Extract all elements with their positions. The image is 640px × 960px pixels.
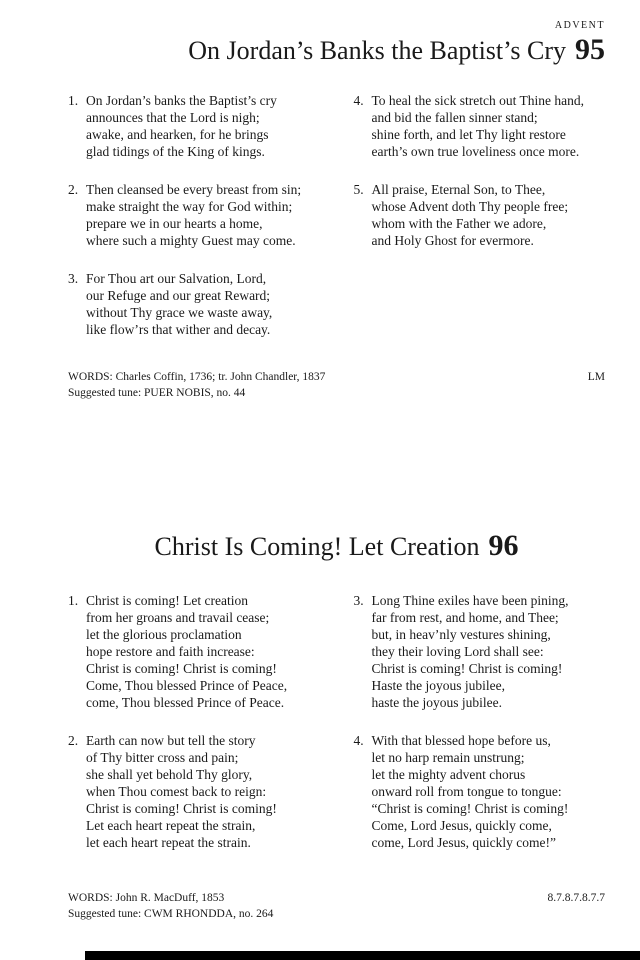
verse-line: let no harp remain unstrung; (371, 750, 525, 765)
verse (68, 270, 320, 338)
verse-line: let each heart repeat the strain. (86, 835, 251, 850)
verse-line: shine forth, and let Thy light restore (371, 127, 566, 142)
verse-number: 1. (68, 93, 79, 108)
verse-line: hope restore and faith increase: (86, 644, 255, 659)
hymn-96-credits (68, 890, 273, 922)
verse-line: let the glorious proclamation (86, 627, 242, 642)
verse-line: announces that the Lord is nigh; (86, 110, 260, 125)
verse-number: 3. (353, 593, 364, 608)
verse-line: let the mighty advent chorus (371, 767, 526, 782)
verse-lines (86, 592, 320, 711)
verse-number: 2. (68, 733, 79, 748)
meter-label: 8.7.8.7.8.7.7 (547, 892, 605, 904)
hymn-96-column-1 (68, 592, 320, 872)
hymn-95-title-line (68, 33, 605, 66)
verse (354, 732, 606, 851)
verse-line: whom with the Father we adore, (371, 216, 547, 231)
hymn-96-title-line (68, 529, 605, 562)
verse (68, 592, 320, 711)
verse-line: without Thy grace we waste away, (86, 305, 273, 320)
verse (68, 92, 320, 160)
verse-line: earth’s own true loveliness once more. (371, 144, 580, 159)
hymn-96-header (68, 529, 605, 562)
verse-number: 4. (353, 93, 364, 108)
verse-line: like flow’rs that wither and decay. (86, 322, 271, 337)
hymn-title: On Jordan’s Banks the Baptist’s Cry (188, 36, 566, 65)
verse (68, 732, 320, 851)
hymn-number: 95 (575, 33, 605, 66)
verse-line: With that blessed hope before us, (371, 733, 551, 748)
hymn-95-credits (68, 369, 325, 401)
verse-line: Come, Lord Jesus, quickly come, (371, 818, 552, 833)
suggested-tune: Suggested tune: PUER NOBIS, no. 44 (68, 387, 246, 399)
words-credit: WORDS: John R. MacDuff, 1853 (68, 892, 225, 904)
verse-line: Christ is coming! Christ is coming! (86, 661, 277, 676)
suggested-tune: Suggested tune: CWM RHONDDA, no. 264 (68, 908, 274, 920)
hymn-96-column-2 (354, 592, 606, 872)
verse-line: Then cleansed be every breast from sin; (86, 182, 302, 197)
verse-number: 4. (353, 733, 364, 748)
verse-lines (372, 181, 606, 249)
hymn-96-verses (68, 592, 605, 872)
verse-line: awake, and hearken, for he brings (86, 127, 269, 142)
verse-line: come, Lord Jesus, quickly come!” (371, 835, 556, 850)
verse-line: Christ is coming! Christ is coming! (371, 661, 563, 676)
verse-line: onward roll from tongue to tongue: (371, 784, 562, 799)
verse-line: whose Advent doth Thy people free; (371, 199, 569, 214)
verse-line: Haste the joyous jubilee, (371, 678, 505, 693)
verse-line: prepare we in our hearts a home, (86, 216, 263, 231)
verse (68, 181, 320, 249)
verse-line: make straight the way for God within; (86, 199, 293, 214)
verse-line: Earth can now but tell the story (86, 733, 256, 748)
verse-line: our Refuge and our great Reward; (86, 288, 271, 303)
hymn-95-verses (68, 92, 605, 359)
verse-line: come, Thou blessed Prince of Peace. (86, 695, 285, 710)
hymn-95-footer (68, 369, 605, 401)
hymn-title: Christ Is Coming! Let Creation (154, 532, 480, 561)
verse-line: “Christ is coming! Christ is coming! (371, 801, 569, 816)
verse-line: Let each heart repeat the strain, (86, 818, 256, 833)
verse-line: Come, Thou blessed Prince of Peace, (86, 678, 288, 693)
verse-line: haste the joyous jubilee. (371, 695, 502, 710)
verse-line: and bid the fallen sinner stand; (371, 110, 538, 125)
verse (354, 181, 606, 249)
hymn-95 (68, 20, 605, 401)
hymn-95-column-2 (354, 92, 606, 359)
verse-line: where such a mighty Guest may come. (86, 233, 296, 248)
verse-lines (372, 732, 606, 851)
verse-lines (372, 592, 606, 711)
verse-line: but, in heav’nly vestures shining, (371, 627, 551, 642)
verse-line: glad tidings of the King of kings. (86, 144, 265, 159)
hymn-number: 96 (488, 529, 519, 562)
hymn-96-footer (68, 890, 605, 922)
verse-line: she shall yet behold Thy glory, (86, 767, 253, 782)
verse-line: and Holy Ghost for evermore. (371, 233, 534, 248)
verse-line: from her groans and travail cease; (86, 610, 270, 625)
verse-line: For Thou art our Salvation, Lord, (86, 271, 267, 286)
meter-label: LM (587, 371, 605, 383)
hymn-95-column-1 (68, 92, 320, 359)
hymn-95-header (68, 20, 605, 66)
verse-line: Long Thine exiles have been pining, (371, 593, 569, 608)
verse-line: when Thou comest back to reign: (86, 784, 267, 799)
verse-line: Christ is coming! Let creation (86, 593, 248, 608)
verse-number: 2. (68, 182, 79, 197)
verse-lines (86, 181, 320, 249)
verse-lines (86, 92, 320, 160)
verse-line: of Thy bitter cross and pain; (86, 750, 239, 765)
category-label: ADVENT (554, 20, 605, 31)
page-edge-bar (85, 951, 640, 960)
verse-line: To heal the sick stretch out Thine hand, (371, 93, 584, 108)
verse (354, 92, 606, 160)
verse-lines (86, 732, 320, 851)
verse-line: Christ is coming! Christ is coming! (86, 801, 277, 816)
verse-lines (86, 270, 320, 338)
verse-line: they their loving Lord shall see: (371, 644, 544, 659)
hymn-96 (68, 529, 605, 922)
verse-line: On Jordan’s banks the Baptist’s cry (86, 93, 277, 108)
verse-lines (372, 92, 606, 160)
verse-line: All praise, Eternal Son, to Thee, (371, 182, 546, 197)
verse-line: far from rest, and home, and Thee; (371, 610, 559, 625)
verse (354, 592, 606, 711)
verse-number: 1. (68, 593, 79, 608)
words-credit: WORDS: Charles Coffin, 1736; tr. John Chandler, 1837 (68, 371, 326, 383)
verse-number: 5. (353, 182, 364, 197)
verse-number: 3. (68, 271, 79, 286)
